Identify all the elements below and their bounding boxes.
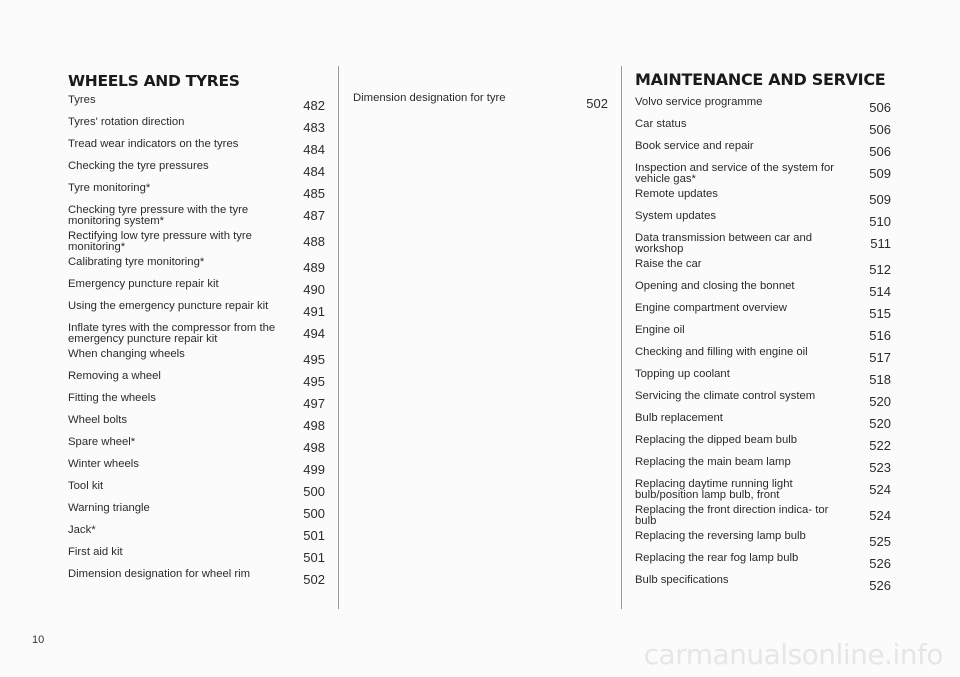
toc-entry-title: When changing wheels: [68, 348, 185, 360]
toc-entry[interactable]: [353, 93, 608, 111]
toc-entry[interactable]: [68, 257, 325, 275]
toc-entry-page: 502: [303, 572, 325, 587]
toc-entry-page: 482: [303, 98, 325, 113]
toc-entry-page: 512: [869, 262, 891, 277]
toc-entry[interactable]: [68, 459, 325, 477]
toc-entry-title: Tyres' rotation direction: [68, 116, 185, 128]
toc-entry[interactable]: [68, 547, 325, 565]
toc-entry-page: 509: [869, 166, 891, 181]
toc-entry-title: Replacing the reversing lamp bulb: [635, 530, 806, 542]
toc-entry-page: 525: [869, 534, 891, 549]
toc-entry-page: 501: [303, 550, 325, 565]
column-divider: [338, 66, 339, 609]
toc-entry-page: 517: [869, 350, 891, 365]
toc-entry-title: Removing a wheel: [68, 370, 161, 382]
toc-entry[interactable]: [68, 301, 325, 319]
toc-entry[interactable]: [635, 413, 891, 431]
toc-entry-title: Rectifying low tyre pressure with tyre monitoring*: [68, 230, 252, 253]
toc-entry[interactable]: [68, 117, 325, 135]
toc-entry-title: Fitting the wheels: [68, 392, 156, 404]
toc-entry-page: 506: [869, 100, 891, 115]
toc-entry-title: Book service and repair: [635, 140, 754, 152]
toc-entry[interactable]: [635, 347, 891, 365]
toc-entry-page: 497: [303, 396, 325, 411]
toc-entry-page: 520: [869, 394, 891, 409]
section-heading: WHEELS AND TYRES: [68, 72, 240, 90]
toc-entry-page: 526: [869, 578, 891, 593]
toc-entry-title: Servicing the climate control system: [635, 390, 816, 402]
toc-entry-title: Replacing the dipped beam bulb: [635, 434, 798, 446]
toc-entry-title: Emergency puncture repair kit: [68, 278, 219, 290]
toc-entry[interactable]: [635, 531, 891, 549]
toc-entry-page: 501: [303, 528, 325, 543]
toc-entry[interactable]: [68, 525, 325, 543]
toc-entry[interactable]: [68, 205, 325, 227]
toc-entry-page: 484: [303, 164, 325, 179]
toc-entry-title: Volvo service programme: [635, 96, 763, 108]
toc-entry-page: 498: [303, 440, 325, 455]
toc-entry-page: 522: [869, 438, 891, 453]
toc-entry-page: 491: [303, 304, 325, 319]
toc-entry-title: Winter wheels: [68, 458, 139, 470]
toc-entry-page: 514: [869, 284, 891, 299]
toc-entry-title: Tread wear indicators on the tyres: [68, 138, 239, 150]
toc-entry-title: Engine compartment overview: [635, 302, 787, 314]
toc-entry[interactable]: [68, 437, 325, 455]
toc-entry-title: Warning triangle: [68, 502, 150, 514]
toc-entry-title: Spare wheel*: [68, 436, 136, 448]
toc-entry[interactable]: [635, 457, 891, 475]
toc-entry[interactable]: [68, 349, 325, 367]
toc-entry[interactable]: [635, 233, 891, 255]
toc-entry-page: 483: [303, 120, 325, 135]
toc-entry-page: 485: [303, 186, 325, 201]
toc-entry-page: 495: [303, 374, 325, 389]
toc-entry[interactable]: [635, 281, 891, 299]
toc-entry-title: Calibrating tyre monitoring*: [68, 256, 205, 268]
toc-entry[interactable]: [68, 95, 325, 113]
toc-entry[interactable]: [635, 211, 891, 229]
toc-entry-page: 511: [870, 236, 891, 251]
toc-entry-page: 490: [303, 282, 325, 297]
toc-entry-title: System updates: [635, 210, 717, 222]
toc-entry-page: 498: [303, 418, 325, 433]
toc-entry[interactable]: [635, 391, 891, 409]
toc-entry-page: 488: [303, 234, 325, 249]
toc-entry-title: Remote updates: [635, 188, 718, 200]
toc-entry-page: 509: [869, 192, 891, 207]
toc-list: [635, 97, 891, 593]
toc-entry-page: 524: [869, 508, 891, 523]
toc-entry[interactable]: [635, 553, 891, 571]
toc-entry-page: 524: [869, 482, 891, 497]
toc-entry-page: 506: [869, 122, 891, 137]
toc-entry-title: Checking tyre pressure with the tyre monitoring system*: [68, 204, 249, 227]
toc-entry-page: 484: [303, 142, 325, 157]
toc-list: [353, 93, 608, 111]
toc-entry[interactable]: [635, 575, 891, 593]
toc-entry-title: Bulb specifications: [635, 574, 729, 586]
toc-entry[interactable]: [635, 189, 891, 207]
toc-entry[interactable]: [68, 161, 325, 179]
toc-entry-page: 518: [869, 372, 891, 387]
toc-entry-title: Data transmission between car and workshop: [635, 232, 813, 255]
toc-entry[interactable]: [635, 435, 891, 453]
toc-column-wheels-and-tyres: [68, 66, 325, 591]
toc-entry-title: Replacing the front direction indica- tor bulb: [635, 504, 829, 527]
toc-entry[interactable]: [635, 163, 891, 185]
toc-entry-title: Bulb replacement: [635, 412, 723, 424]
toc-column-maintenance-and-service: [635, 66, 891, 597]
toc-entry[interactable]: [68, 279, 325, 297]
toc-entry-page: 500: [303, 506, 325, 521]
toc-entry[interactable]: [68, 481, 325, 499]
toc-entry[interactable]: [68, 393, 325, 411]
toc-entry-title: Wheel bolts: [68, 414, 128, 426]
column-divider: [621, 66, 622, 609]
toc-entry[interactable]: [635, 119, 891, 137]
toc-entry-title: Tyres: [68, 94, 96, 106]
toc-entry[interactable]: [68, 231, 325, 253]
toc-entry-page: 515: [869, 306, 891, 321]
toc-entry[interactable]: [68, 569, 325, 587]
toc-entry[interactable]: [635, 325, 891, 343]
toc-entry-title: Jack*: [68, 524, 96, 536]
toc-entry-title: Raise the car: [635, 258, 702, 270]
toc-entry[interactable]: [68, 415, 325, 433]
toc-entry[interactable]: [68, 139, 325, 157]
toc-entry-title: Topping up coolant: [635, 368, 730, 380]
toc-entry-page: 526: [869, 556, 891, 571]
toc-entry-title: Tool kit: [68, 480, 104, 492]
toc-entry-title: Inflate tyres with the compressor from the emergency puncture repair kit: [68, 322, 276, 345]
toc-entry[interactable]: [635, 97, 891, 115]
toc-entry-title: Engine oil: [635, 324, 685, 336]
toc-entry-page: 502: [586, 96, 608, 111]
section-heading: MAINTENANCE AND SERVICE: [635, 70, 886, 89]
toc-entry-title: Checking the tyre pressures: [68, 160, 209, 172]
toc-entry[interactable]: [68, 183, 325, 201]
toc-entry-page: 500: [303, 484, 325, 499]
toc-entry-page: 494: [303, 326, 325, 341]
toc-entry-page: 499: [303, 462, 325, 477]
toc-entry[interactable]: [635, 259, 891, 277]
toc-entry-title: Dimension designation for tyre: [353, 92, 506, 104]
toc-entry-page: 489: [303, 260, 325, 275]
toc-entry-title: First aid kit: [68, 546, 123, 558]
watermark: carmanualsonline.info: [643, 638, 943, 671]
page-number: 10: [32, 634, 45, 646]
toc-entry-title: Replacing the main beam lamp: [635, 456, 791, 468]
toc-entry-page: 495: [303, 352, 325, 367]
toc-entry[interactable]: [68, 371, 325, 389]
toc-entry[interactable]: [635, 479, 891, 501]
toc-entry[interactable]: [635, 141, 891, 159]
toc-entry-title: Using the emergency puncture repair kit: [68, 300, 269, 312]
toc-list: [68, 95, 325, 587]
toc-entry-page: 516: [869, 328, 891, 343]
toc-entry-title: Replacing daytime running light bulb/position lamp bulb, front: [635, 478, 793, 501]
toc-entry-page: 520: [869, 416, 891, 431]
toc-entry[interactable]: [635, 505, 891, 527]
toc-entry-title: Checking and filling with engine oil: [635, 346, 808, 358]
toc-entry[interactable]: [635, 303, 891, 321]
toc-entry-page: 487: [303, 208, 325, 223]
toc-entry-title: Tyre monitoring*: [68, 182, 151, 194]
toc-entry-title: Dimension designation for wheel rim: [68, 568, 251, 580]
toc-entry-title: Inspection and service of the system for vehicle gas*: [635, 162, 835, 185]
toc-entry-page: 506: [869, 144, 891, 159]
toc-entry[interactable]: [68, 323, 325, 345]
toc-entry-page: 523: [869, 460, 891, 475]
toc-entry[interactable]: [68, 503, 325, 521]
toc-entry-title: Opening and closing the bonnet: [635, 280, 795, 292]
toc-entry-title: Replacing the rear fog lamp bulb: [635, 552, 799, 564]
toc-entry[interactable]: [635, 369, 891, 387]
toc-entry-title: Car status: [635, 118, 687, 130]
toc-entry-page: 510: [869, 214, 891, 229]
toc-column-continued: [353, 66, 608, 115]
